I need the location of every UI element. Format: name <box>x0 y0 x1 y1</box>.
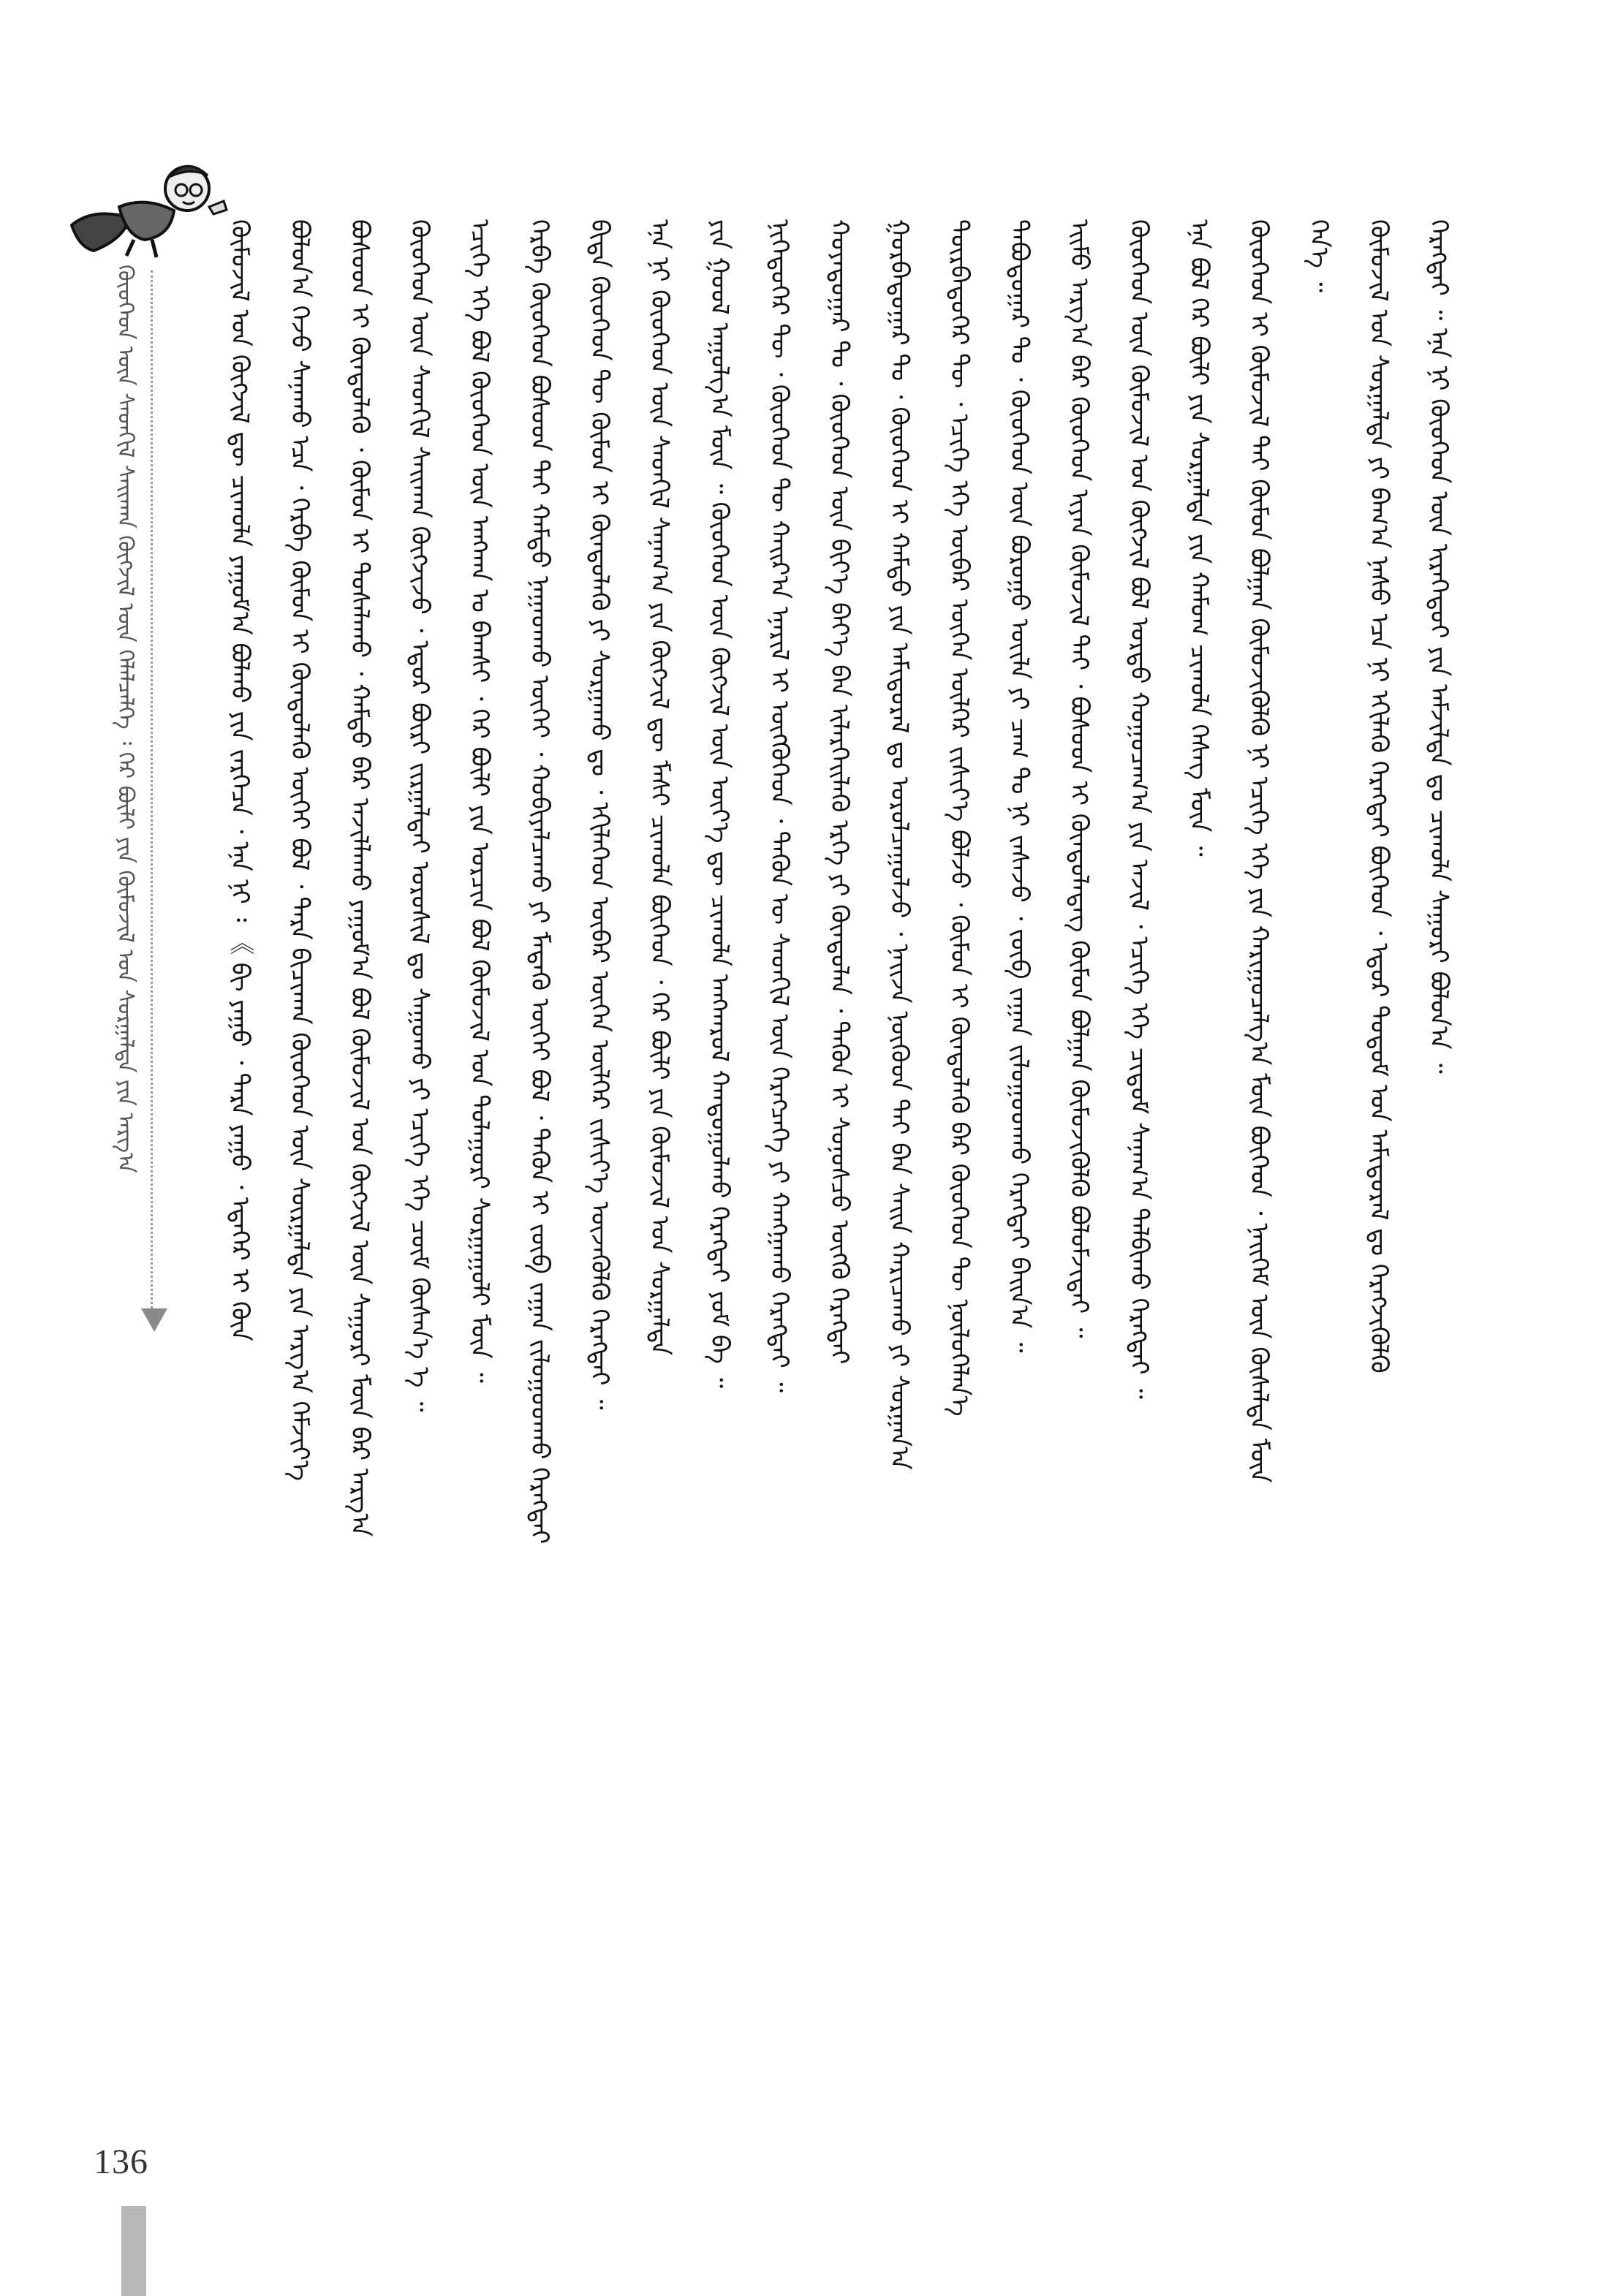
flying-boy-mascot-icon <box>64 137 232 269</box>
text-line: ᠳᠥᠷᠪᠡᠳᠦᠭᠡᠷ ᠲᠦ ᠂ ᠡᠴᠢᠭᠡ ᠡᠬᠡ ᠥᠪᠡᠷ ᠦᠭᠡᠨ ᠦᠯᠭᠡᠷ ᠵᠢᠱᠢᠶ᠎ᠡ ᠪᠣᠯᠵᠤ ᠂ ᠬᠦᠮᠦᠨ ᠢ ᠬᠦᠨᠳᠦᠯᠡᠬᠦ ᠪᠡᠷ ᠬᠦᠦᠬᠡᠳ ᠲᠦ ᠨᠥᠯᠥᠭᠡᠯᠡᠨ᠎ᠡ <box>945 219 974 1417</box>
text-line: ᠡᠨᠡ ᠨᠢ ᠬᠦᠦᠬᠡᠳ ᠦᠨ ᠰᠡᠳᠬᠢᠯ ᠰᠠᠨᠠᠭ᠎ᠠ ᠶᠢᠨ ᠬᠥᠭᠵᠢᠯ ᠳᠦ ᠮᠠᠰᠢ ᠴᠢᠬᠤᠯᠠ ᠪᠥᠭᠡᠳ ᠂ ᠭᠡᠷ ᠪᠦᠯᠢ ᠶᠢᠨ ᠬᠦᠮᠦᠵᠢᠯ ᠤᠨ ᠰᠤᠷᠭᠠᠯᠲᠠ <box>645 219 674 1356</box>
text-line: ᠬᠦᠦᠬᠡᠳ ᠦᠨ ᠰᠡᠳᠬᠢᠯ ᠰᠠᠢᠬᠠᠨ ᠬᠥᠭᠵᠢᠵᠦ ᠂ ᠡᠳᠦᠷ ᠪᠦᠷᠢ ᠵᠢᠷᠭᠠᠯᠲᠠᠢ ᠤᠷᠤᠰᠢᠯ ᠳᠤ ᠰᠠᠭᠤᠬᠤ ᠶᠢ ᠡᠴᠢᠭᠡ ᠡᠬᠡ ᠴᠥᠮ ᠬᠦᠰᠡᠨ᠎ᠡ ᠡ ᠃ <box>405 219 434 1412</box>
triangle-marker-icon <box>141 1308 167 1332</box>
page-number: 136 <box>94 2142 148 2181</box>
text-line: ᠭᠡᠨ᠎ᠡ ᠃ <box>1304 219 1333 292</box>
running-header <box>108 265 152 1325</box>
text-line: ᠬᠡᠷᠪᠡ ᠬᠦᠦᠬᠡᠳ ᠪᠤᠰᠤᠳ ᠲᠠᠢ ᠬᠠᠮᠲᠤ ᠨᠠᠭᠠᠳᠬᠤ ᠦᠭᠡᠢ ᠂ ᠬᠤᠪᠢᠶᠠᠯᠴᠠᠬᠤ ᠶᠢ ᠮᠡᠳᠡᠬᠦ ᠦᠭᠡᠢ ᠪᠣᠯ ᠂ ᠲᠡᠭᠦᠨ ᠢ ᠵᠥᠪ ᠵᠠᠭᠠᠨ ᠵᠢᠯᠣᠭᠣᠳᠬᠤ ᠬᠡᠷᠡᠭᠲᠡᠢ <box>525 219 554 1545</box>
text-line: ᠡᠨᠡ ᠪᠣᠯ ᠭᠡᠷ ᠪᠦᠯᠢ ᠶᠢᠨ ᠰᠤᠷᠭᠠᠯᠲᠠ ᠶᠢᠨ ᠬᠠᠮᠤᠭ ᠴᠢᠬᠤᠯᠠ ᠬᠡᠰᠡᠭ ᠮᠥᠨ ᠃ <box>1184 219 1214 857</box>
text-line: ᠭᠤᠷᠪᠠᠳᠤᠭᠠᠷ ᠲᠤ ᠂ ᠬᠦᠦᠬᠡᠳ ᠢ ᠬᠠᠮᠲᠤ ᠶᠢᠨ ᠠᠮᠢᠳᠤᠷᠠᠯ ᠳᠤ ᠣᠷᠤᠯᠴᠠᠭᠤᠯᠵᠤ ᠂ ᠨᠠᠢᠵᠠ ᠨᠥᠬᠥᠳ ᠲᠡᠢ ᠪᠡᠨ ᠰᠠᠢᠨ ᠬᠠᠷᠢᠴᠠᠬᠤ ᠶᠢ ᠰᠤᠷᠭᠠᠨ᠎ᠠ <box>885 219 914 1470</box>
text-line: ᠬᠣᠶᠠᠳᠤᠭᠠᠷ ᠲᠤ ᠂ ᠬᠦᠦᠬᠡᠳ ᠦᠨ ᠪᠢᠶ᠎ᠡ ᠪᠡᠶ᠎ᠡ ᠪᠠᠨ ᠢᠯᠡᠷᠬᠡᠢᠯᠡᠬᠦ ᠡᠷᠬᠡ ᠶᠢ ᠬᠦᠨᠳᠦᠯᠡᠨ ᠂ ᠲᠡᠭᠦᠨ ᠢ ᠰᠣᠨᠣᠰᠴᠤ ᠥᠭᠬᠦ ᠬᠡᠷᠡᠭᠲᠡᠢ <box>825 219 854 1365</box>
text-line: ᠬᠡᠷᠡᠭᠲᠡᠢ ᠃ ᠡᠨᠡ ᠨᠢ ᠬᠦᠦᠬᠡᠳ ᠦᠨ ᠢᠷᠡᠭᠡᠳᠦᠢ ᠶᠢᠨ ᠠᠮᠵᠢᠯᠲᠠ ᠳᠤ ᠴᠢᠬᠤᠯᠠ ᠰᠠᠭᠤᠷᠢ ᠪᠣᠯᠤᠨ᠎ᠠ ᠃ <box>1424 219 1453 1074</box>
text-line: ᠶᠢᠨ ᠭᠣᠣᠯ ᠠᠭᠤᠯᠭ᠎ᠠ ᠮᠥᠨ ᠃ ᠬᠦᠦᠬᠡᠳ ᠦᠨ ᠬᠥᠭᠵᠢᠯ ᠦᠨ ᠦᠶ᠎ᠡ ᠳᠦ ᠴᠢᠬᠤᠯᠠ ᠠᠩᠬᠠᠷᠤᠯ ᠬᠠᠨᠳᠤᠭᠤᠯᠬᠤ ᠬᠡᠷᠡᠭᠲᠡᠢ ᠶᠤᠮ ᠪᠠ ᠃ <box>705 219 734 1388</box>
page-edge-tab <box>121 2206 146 2296</box>
text-line: ᠬᠦᠮᠦᠵᠢᠯ ᠤᠨ ᠰᠤᠷᠭᠠᠯᠲᠠ ᠶᠢ ᠪᠠᠭ᠎ᠠ ᠨᠠᠰᠤ ᠡᠴᠡ ᠨᠢ ᠡᠬᠢᠯᠡᠬᠦ ᠬᠡᠷᠡᠭᠲᠡᠢ ᠪᠥᠭᠡᠳ ᠂ ᠡᠳᠦᠷ ᠲᠤᠲᠤᠮ ᠤᠨ ᠠᠮᠢᠳᠤᠷᠠᠯ ᠳᠤ ᠬᠡᠷᠡᠭᠵᠢᠭᠦᠯᠬᠦ <box>1364 219 1393 1374</box>
body-text <box>219 219 1477 2098</box>
text-line: ᠪᠣᠯᠤᠨ᠎ᠠ ᠭᠡᠵᠦ ᠰᠠᠨᠠᠬᠤ ᠡᠴᠡ ᠂ ᠬᠡᠷᠪᠡ ᠬᠦᠮᠦᠨ ᠢ ᠬᠦᠨᠳᠦᠯᠡᠬᠦ ᠦᠭᠡᠢ ᠪᠣᠯ ᠂ ᠲᠡᠷᠡ ᠪᠢᠴᠢᠬᠠᠨ ᠬᠦᠦᠬᠡᠳ ᠦᠨ ᠰᠦᠷᠭᠠᠯᠲᠠ ᠶᠢᠨ ᠠᠷᠭ᠎ᠠ ᠬᠡᠮᠵᠢᠶ᠎ᠡ <box>285 219 314 1481</box>
text-line: ᠡᠴᠢᠭᠡ ᠡᠬᠡ ᠪᠣᠯ ᠬᠦᠦᠬᠡᠳ ᠦᠨ ᠠᠩᠬᠠᠨ ᠤ ᠪᠠᠭᠰᠢ ᠂ ᠭᠡᠷ ᠪᠦᠯᠢ ᠶᠢᠨ ᠤᠷᠴᠢᠨ ᠪᠣᠯ ᠬᠦᠮᠦᠵᠢᠯ ᠤᠨ ᠲᠤᠯᠠᠭᠤᠷᠢ ᠰᠤᠷᠭᠠᠭᠤᠯᠢ ᠮᠥᠨ ᠃ <box>465 219 494 1383</box>
text-line: ᠨᠢᠭᠡᠳᠦᠭᠡᠷ ᠲᠦ ᠂ ᠬᠦᠦᠬᠡᠳ ᠲᠦ ᠬᠠᠢᠷ᠎ᠠ ᠡᠨᠡᠷᠢᠯ ᠢ ᠥᠭᠭᠦᠭᠡᠳ ᠂ ᠲᠡᠭᠦᠨ ᠦ ᠰᠡᠳᠬᠢᠯ ᠦᠨ ᠬᠡᠷᠡᠭᠴᠡᠭᠡ ᠶᠢ ᠬᠠᠩᠭᠠᠬᠤ ᠬᠡᠷᠡᠭᠲᠡᠢ ᠃ <box>765 219 794 1393</box>
text-line: ᠪᠢᠳᠡ ᠬᠦᠦᠬᠡᠳ ᠲᠦ ᠬᠦᠮᠦᠨ ᠢ ᠬᠦᠨᠳᠦᠯᠡᠬᠦ ᠶᠢ ᠰᠤᠷᠭᠠᠬᠤ ᠳᠤ ᠂ ᠡᠬᠢᠯᠡᠭᠡᠳ ᠥᠪᠡᠷ ᠦᠭᠡᠨ ᠦᠯᠭᠡᠷ ᠵᠢᠱᠢᠶ᠎ᠡ ᠦᠵᠡᠭᠦᠯᠬᠦ ᠬᠡᠷᠡᠭᠲᠡᠢ ᠃ <box>585 219 614 1410</box>
running-header-title: ᠬᠦᠦᠬᠡᠳ ᠦᠨ ᠰᠡᠳᠬᠢᠯ ᠰᠠᠢᠬᠠᠨ ᠬᠥᠭᠵᠢᠯ ᠦᠨ ᠬᠡᠯᠡᠯᠴᠡᠯᠭᠡ ᠄ ᠭᠡᠷ ᠪᠦᠯᠢ ᠶᠢᠨ ᠬᠦᠮᠦᠵᠢᠯ ᠤᠨ ᠰᠤᠷᠭᠠᠯᠲᠠ ᠶᠢᠨ ᠠᠷᠭ᠎ᠠ <box>113 265 138 1173</box>
text-line: ᠪᠤᠰᠤᠳ ᠢ ᠬᠦᠨᠳᠦᠯᠡᠬᠦ ᠂ ᠬᠦᠮᠦᠨ ᠢ ᠲᠤᠰᠠᠯᠠᠬᠤ ᠂ ᠬᠠᠮᠲᠤ ᠪᠡᠷ ᠠᠵᠢᠯᠯᠠᠬᠤ ᠶᠠᠭᠤᠮ᠎ᠠ ᠪᠣᠯ ᠬᠦᠮᠦᠵᠢᠯ ᠤᠨ ᠬᠥᠭᠵᠢᠯ ᠦᠨ ᠰᠠᠭᠤᠷᠢ ᠮᠥᠨ ᠪᠡᠷ ᠠᠷᠭ᠎ᠠ <box>345 219 374 1537</box>
text-line: ᠬᠦᠦᠬᠡᠳ ᠦᠨ ᠬᠦᠮᠦᠵᠢᠯ ᠤᠨ ᠬᠥᠭᠵᠢᠯ ᠪᠣᠯ ᠤᠷᠲᠤ ᠬᠤᠭᠤᠴᠠᠭ᠎ᠠ ᠶᠢᠨ ᠠᠵᠢᠯ ᠂ ᠡᠴᠢᠭᠡ ᠡᠬᠡ ᠴᠢᠳᠤᠮ ᠰᠠᠨᠠᠭ᠎ᠠ ᠲᠠᠯᠪᠢᠬᠤ ᠬᠡᠷᠡᠭᠲᠡᠢ ᠃ <box>1124 219 1154 1399</box>
header-divider <box>151 270 153 1308</box>
text-line: ᠡᠢᠮᠦ ᠠᠷᠭ᠎ᠠ ᠪᠠᠷ ᠬᠦᠦᠬᠡᠳ ᠢᠶᠡᠨ ᠬᠦᠮᠦᠵᠢᠯ ᠲᠡᠢ ᠂ ᠪᠤᠰᠤᠳ ᠢ ᠬᠦᠨᠳᠦᠯᠡᠳᠡᠭ ᠬᠦᠮᠦᠨ ᠪᠣᠯᠭᠠᠨ ᠬᠥᠮᠦᠵᠢᠭᠦᠯᠬᠦ ᠪᠣᠯᠤᠮᠵᠢᠲᠠᠢ ᠃ <box>1064 219 1094 1338</box>
text-line: ᠬᠦᠦᠬᠡᠳ ᠢ ᠬᠦᠮᠦᠵᠢᠯ ᠲᠡᠢ ᠬᠦᠮᠦᠨ ᠪᠣᠯᠭᠠᠨ ᠬᠥᠮᠦᠵᠢᠭᠦᠯᠬᠦ ᠨᠢ ᠡᠴᠢᠭᠡ ᠡᠬᠡ ᠶᠢᠨ ᠬᠠᠷᠢᠭᠤᠴᠠᠯᠭ᠎ᠠ ᠮᠥᠨ ᠪᠥᠭᠡᠳ ᠂ ᠨᠡᠢᠭᠡᠮ ᠦᠨ ᠬᠦᠰᠡᠯᠲᠡ ᠮᠥᠨ <box>1244 219 1274 1483</box>
text-line: ᠲᠠᠪᠤᠳᠤᠭᠠᠷ ᠲᠤ ᠂ ᠬᠦᠦᠬᠡᠳ ᠦᠨ ᠪᠤᠷᠤᠭᠤ ᠦᠢᠯᠡ ᠶᠢ ᠴᠠᠭ ᠲᠤ ᠨᠢ ᠵᠠᠰᠠᠵᠤ ᠂ ᠵᠥᠪ ᠵᠠᠭᠠᠨ ᠵᠢᠯᠣᠭᠣᠳᠬᠤ ᠬᠡᠷᠡᠭᠲᠡᠢ ᠪᠠᠢᠨ᠎ᠠ ᠃ <box>1005 219 1034 1353</box>
text-line: ᠬᠦᠮᠦᠵᠢᠯ ᠤᠨ ᠬᠥᠭᠵᠢᠯ ᠳᠦ ᠴᠢᠬᠤᠯᠠ ᠶᠠᠭᠤᠮ᠎ᠠ ᠪᠣᠯᠬᠤ ᠶᠢᠨ ᠵᠡᠷᠭᠡᠴᠡ ᠂ ᠡᠨᠡ ᠨᠢ ᠄ 《 ᠪᠢ ᠶᠠᠭᠤ ᠂ ᠲᠡᠷᠡ ᠶᠠᠭᠤ ᠂ ᠡᠳᠡᠭᠡᠷ ᠢ ᠬᠦᠨ <box>225 219 254 1341</box>
